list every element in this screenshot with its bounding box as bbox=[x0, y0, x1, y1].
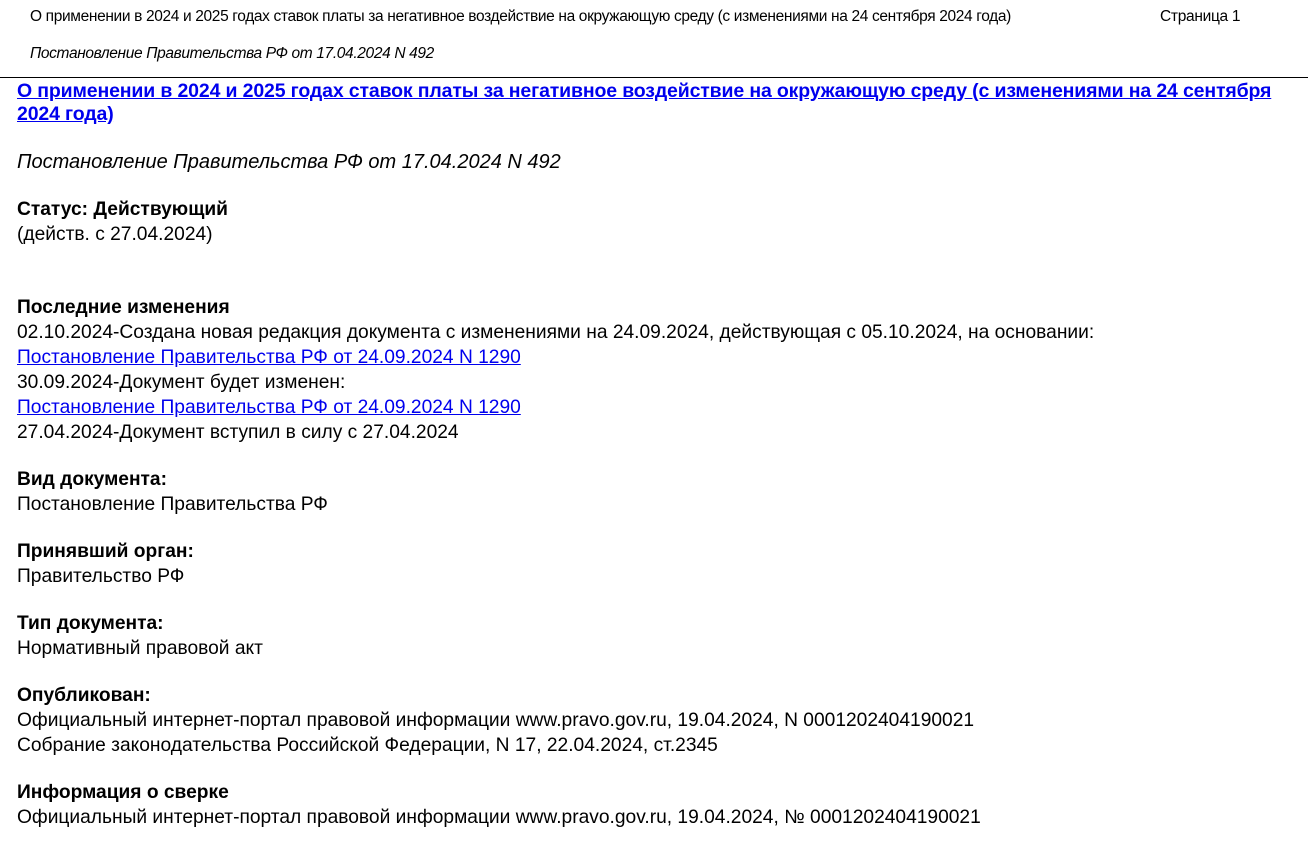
document-kind-section bbox=[17, 467, 1302, 517]
status-label: Статус: Действующий bbox=[17, 199, 228, 220]
document-title-link[interactable]: О применении в 2024 и 2025 годах ставок платы за негативное воздействие на окружающую среду (с изменениями на 24 сентября 2024 года) bbox=[17, 80, 1272, 125]
issuing-body-section bbox=[17, 539, 1302, 589]
status-value: (действ. с 27.04.2024) bbox=[17, 224, 213, 245]
document-kind-label: Вид документа: bbox=[17, 469, 167, 490]
publication-line: Собрание законодательства Российской Федерации, N 17, 22.04.2024, ст.2345 bbox=[17, 735, 718, 756]
issuing-body-label: Принявший орган: bbox=[17, 541, 194, 562]
latest-changes-label: Последние изменения bbox=[17, 297, 230, 318]
document-type-value: Нормативный правовой акт bbox=[17, 638, 263, 659]
change-entry: 27.04.2024-Документ вступил в силу с 27.04.2024 bbox=[17, 422, 459, 443]
amending-decree-link[interactable]: Постановление Правительства РФ от 24.09.2024 N 1290 bbox=[17, 397, 521, 418]
issuing-body-value: Правительство РФ bbox=[17, 566, 185, 587]
amending-decree-link[interactable]: Постановление Правительства РФ от 24.09.2024 N 1290 bbox=[17, 347, 521, 368]
header-title: О применении в 2024 и 2025 годах ставок платы за негативное воздействие на окружающую среду (с изменениями на 24 сентября 2024 года) bbox=[30, 8, 1011, 25]
header-subtitle: Постановление Правительства РФ от 17.04.2024 N 492 bbox=[30, 45, 434, 62]
verification-section bbox=[17, 780, 1302, 830]
published-label: Опубликован: bbox=[17, 685, 151, 706]
verification-label: Информация о сверке bbox=[17, 782, 229, 803]
page-number: Страница 1 bbox=[1160, 8, 1241, 25]
decree-reference: Постановление Правительства РФ от 17.04.2024 N 492 bbox=[17, 151, 561, 173]
publication-line: Официальный интернет-портал правовой информации www.pravo.gov.ru, 19.04.2024, N 0001202404190021 bbox=[17, 710, 975, 731]
change-entry: 30.09.2024-Документ будет изменен: bbox=[17, 372, 346, 393]
verification-value: Официальный интернет-портал правовой информации www.pravo.gov.ru, 19.04.2024, № 0001202404190021 bbox=[17, 807, 981, 828]
document-kind-value: Постановление Правительства РФ bbox=[17, 494, 328, 515]
status-section bbox=[17, 197, 1302, 247]
change-entry: 02.10.2024-Создана новая редакция документа с изменениями на 24.09.2024, действующая с 05.10.2024, на основании: bbox=[17, 322, 1095, 343]
latest-changes-section bbox=[17, 295, 1302, 445]
document-body bbox=[17, 80, 1302, 830]
page-header bbox=[0, 0, 1308, 78]
document-type-section bbox=[17, 611, 1302, 661]
document-type-label: Тип документа: bbox=[17, 613, 164, 634]
published-section bbox=[17, 683, 1302, 758]
